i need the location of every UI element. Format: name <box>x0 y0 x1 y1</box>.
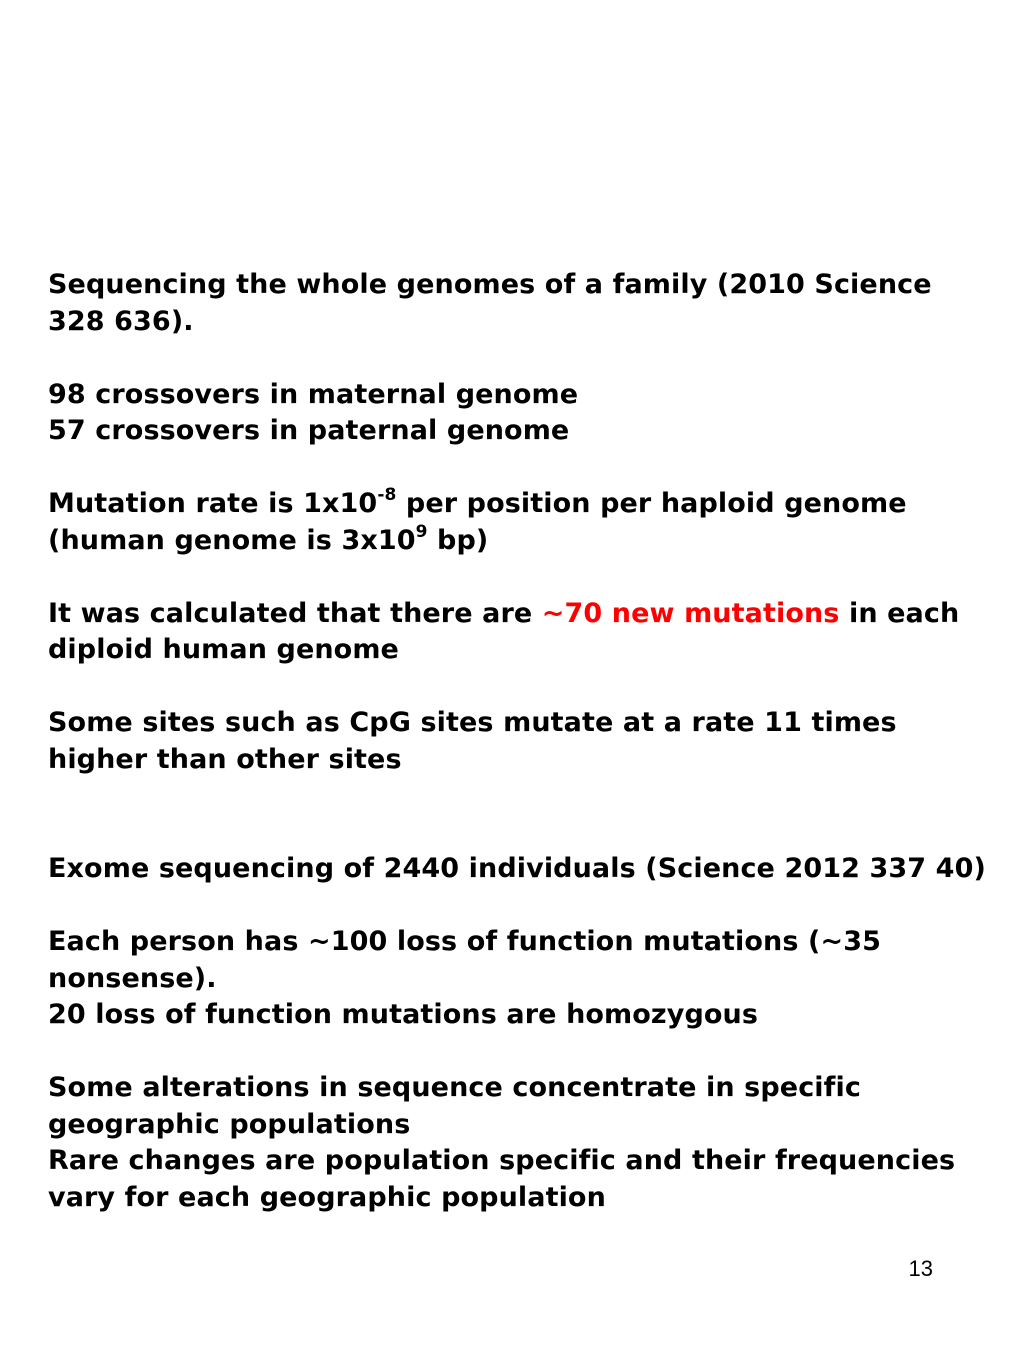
new-mutations-prefix: It was calculated that there are <box>48 597 542 629</box>
spacer <box>48 1034 988 1071</box>
populations-text: Some alterations in sequence concentrate in specific geographic populations <box>48 1072 861 1140</box>
exome-sequencing-text: Exome sequencing of 2440 individuals (Science 2012 337 40) <box>48 853 986 884</box>
family-study-text: Sequencing the whole genomes of a family (2010 Science 328 636). <box>48 269 932 337</box>
mutation-rate-exponent: -8 <box>377 485 397 505</box>
new-mutations-text <box>48 596 988 669</box>
rare-changes-text: Rare changes are population specific and their frequencies vary for each geographic population <box>48 1145 956 1213</box>
spacer <box>48 778 988 851</box>
spacer <box>48 340 988 377</box>
spacer <box>48 559 988 596</box>
new-mutations-highlight: ~70 new mutations <box>541 597 840 629</box>
mutation-rate-text <box>48 486 988 559</box>
homozygous-text: 20 loss of function mutations are homozygous <box>48 999 759 1030</box>
genome-size-prefix: (human genome is 3x10 <box>48 524 416 556</box>
spacer <box>48 888 988 925</box>
paternal-crossovers-text: 57 crossovers in paternal genome <box>48 415 570 446</box>
new-mutations-suffix: in each diploid human genome <box>48 597 960 665</box>
loss-of-function-text: Each person has ~100 loss of function mutations (~35 nonsense). <box>48 926 881 994</box>
page-number: 13 <box>908 1256 933 1281</box>
spacer <box>48 450 988 487</box>
genome-size-suffix: bp) <box>427 524 489 556</box>
genome-size-exponent: 9 <box>415 521 428 542</box>
mutation-rate-suffix: per position per haploid genome <box>396 488 907 519</box>
mutation-rate-prefix: Mutation rate is 1x10 <box>48 488 378 519</box>
cpg-sites-text: Some sites such as CpG sites mutate at a rate 11 times higher than other sites <box>48 707 897 775</box>
maternal-crossovers-text: 98 crossovers in maternal genome <box>48 378 579 410</box>
spacer <box>48 669 988 706</box>
slide-body <box>48 267 988 1216</box>
